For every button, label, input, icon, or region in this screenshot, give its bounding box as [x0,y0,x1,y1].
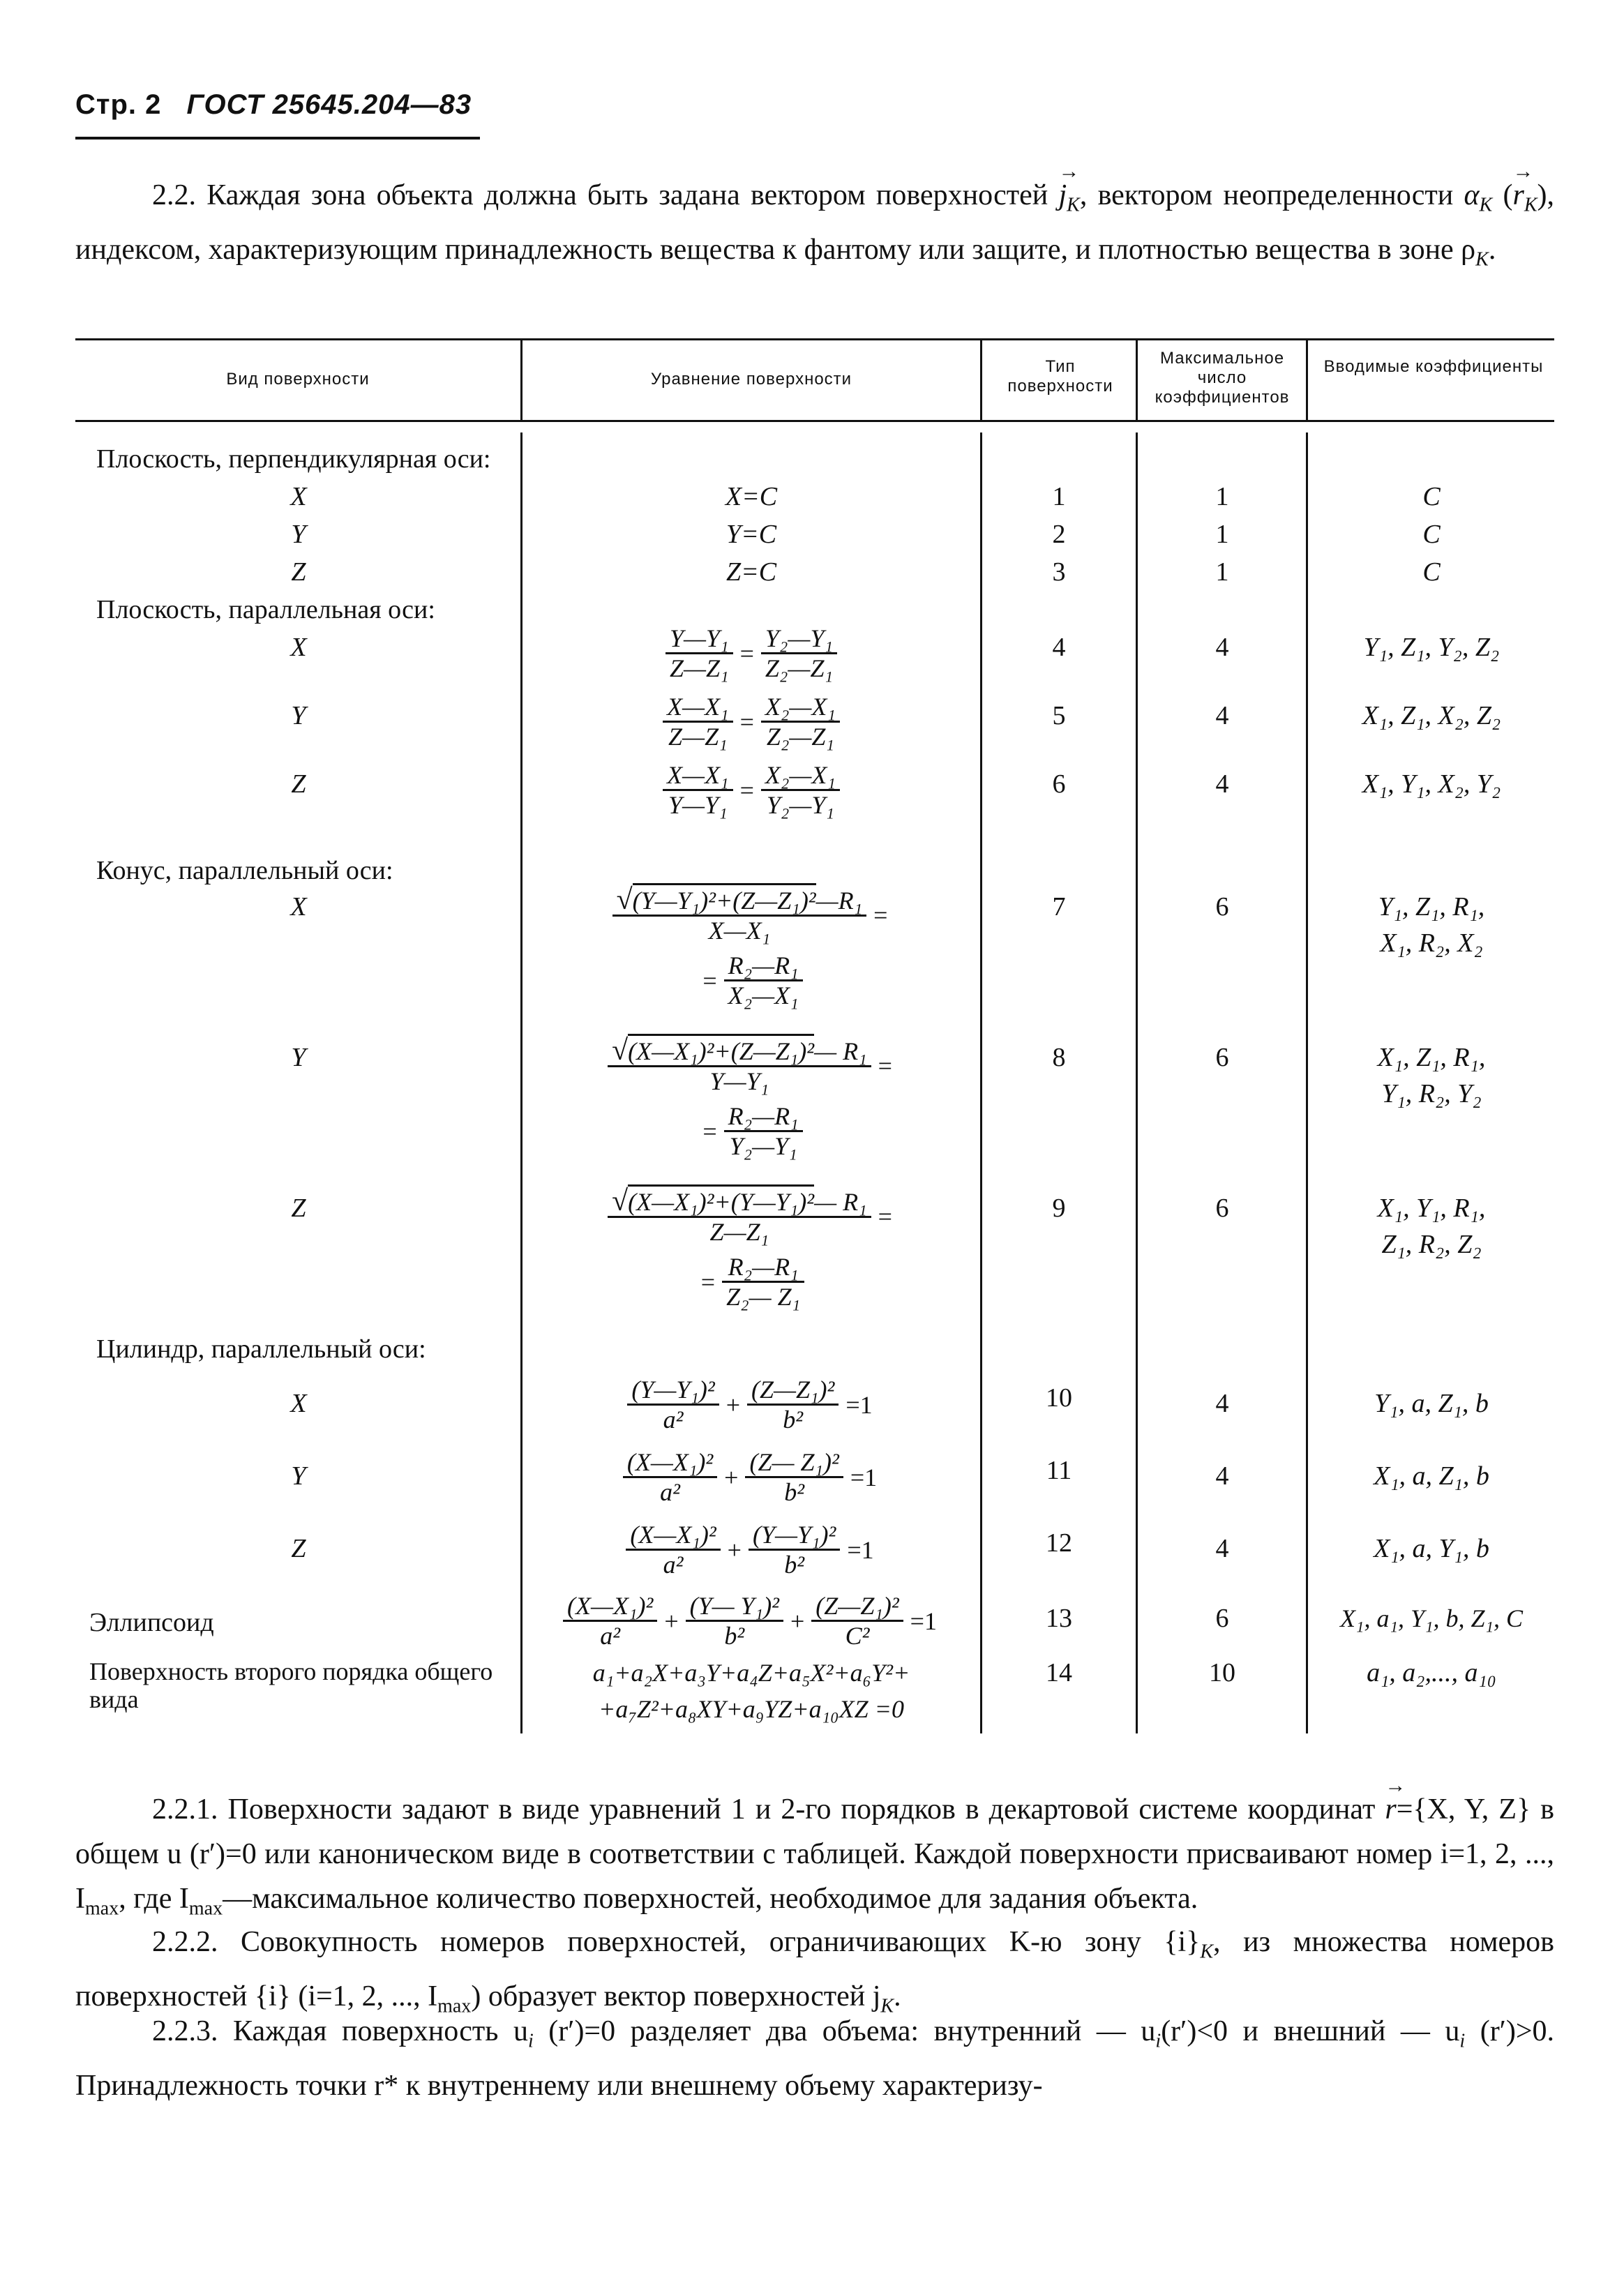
row-axis: Z [291,1534,306,1563]
col-divider [980,338,982,422]
row-max: 10 [1209,1658,1235,1687]
row-max: 6 [1215,1194,1229,1223]
running-header [75,89,472,121]
row-coef: a₁, a₂,..., a₁₀ [1367,1658,1496,1687]
row-coef: X₁, Y₁, R₁, [1377,1194,1486,1223]
paragraph-2-2: 2.2. Каждая зона объекта должна быть задана вектором поверхностей → $j_K$, вектором неопределенности $\alpha_K$ (→ $r_K$), индексом, характеризующим принадлежность вещества к фантому или защите, и плотностью вещества в зоне $\rho_K$. [75,173,1554,283]
row-equation: Z=C [725,557,777,587]
section-cylinder: Цилиндр, параллельный оси: [96,1334,426,1364]
row-type: 8 [1052,1043,1066,1072]
row-coef: Y₁, a, Z₁, b [1374,1389,1489,1418]
row-axis: Y [291,1461,306,1491]
header-rule [75,137,480,140]
row-coef: X₁, Z₁, X₂, Z₂ [1362,701,1501,730]
row-coef-line2: X₁, R₂, X₂ [1380,928,1483,958]
row-equation: $\frac{\text{(Y—Y₁)²}}{\text{a²}}$ + $\frac{\text{(Z—Z₁)²}}{\text{b²}}$ =1 [525,1376,978,1434]
section-plane-parallel: Плоскость, параллельная оси: [96,595,435,624]
row-coef: X₁, a, Z₁, b [1374,1461,1489,1491]
row-coef: X₁, a₁, Y₁, b, Z₁, C [1339,1604,1524,1632]
row-type: 6 [1052,769,1066,799]
row-coef: Y₁, Z₁, Y₂, Z₂ [1363,633,1500,662]
row-label-general: Поверхность второго порядка общего вида [89,1657,493,1713]
row-type: 12 [1046,1528,1072,1558]
row-equation: $\frac{\text{Y—Y₁}}{\text{Z—Z₁}}$ = $\frac{\text{Y₂—Y₁}}{\text{Z₂—Z₁}}$ [525,624,978,682]
row-max: 4 [1215,1389,1229,1418]
section-plane-perpendicular: Плоскость, перпендикулярная оси: [96,444,491,474]
row-equation-line1: a₁+a₂X+a₃Y+a₄Z+a₅X²+a₆Y²+ [592,1659,910,1687]
row-equation: $\frac{\text{√(X—X₁)²+(Y—Y₁)²— R₁}}{\text{Z—Z₁}}$ = = $\frac{\text{R₂—R₁}}{\text{Z₂— Z₁}}$ [525,1187,978,1311]
col-divider [1306,432,1308,1733]
page-number: Стр. 2 [75,89,162,120]
row-equation: $\frac{\text{(X—X₁)²}}{\text{a²}}$ + $\frac{\text{(Y— Y₁)²}}{\text{b²}}$ + $\frac{\text{(Z—Z₁)²}}{\text{C²}}$ =1 [525,1592,978,1650]
paragraph-2-2-1: 2.2.1. Поверхности задают в виде уравнений 1 и 2-го порядков в декартовой системе координат → r={X, Y, Z} в общем u (r′)=0 или каноническом виде в соответствии с таблицей. Каждой поверхности присваивают номер i=1, 2, ..., $I_{max}$, где $I_{max}—максимальное$ количество поверхностей, необходимое для задания объекта. [75,1787,1554,1931]
row-equation-line2: +a₇Z²+a₈XY+a₉YZ+a₁₀XZ =0 [599,1695,904,1723]
row-type: 2 [1052,520,1066,549]
row-max: 1 [1215,557,1229,587]
row-equation: $\frac{\text{√(X—X₁)²+(Z—Z₁)²— R₁}}{\text{Y—Y₁}}$ = = $\frac{\text{R₂—R₁}}{\text{Y₂—Y₁}}$ [525,1037,978,1160]
row-coef-line2: Z₁, R₂, Z₂ [1381,1230,1482,1259]
paragraph-2-2-3: 2.2.3. Каждая поверхность $u_i$ (r′)=0 разделяет два объема: внутренний — $u_i(r')<0$ и внешний — $u_i$ (r′)>0. Принадлежность точки r* к внутреннему или внешнему объему характеризу- [75,2015,1555,2102]
row-type: 9 [1052,1194,1066,1223]
col-header-max-coef: Максимальное число коэффициентов [1155,349,1290,407]
row-coef: X₁, Z₁, R₁, [1377,1043,1486,1072]
col-header-equation: Уравнение поверхности [650,370,852,389]
row-type: 11 [1046,1456,1072,1485]
row-axis: Z [291,1194,306,1223]
row-type: 3 [1052,557,1066,587]
row-equation: $\frac{\text{X—X₁}}{\text{Y—Y₁}}$ = $\frac{\text{X₂—X₁}}{\text{Y₂—Y₁}}$ [525,761,978,819]
row-max: 4 [1215,1534,1229,1563]
row-max: 4 [1215,1461,1229,1491]
row-type: 1 [1052,482,1066,511]
paragraph-2-2-2: 2.2.2. Совокупность номеров поверхностей, ограничивающих K-ю зону $\{i\}_K$, из множества номеров поверхностей {i} (i=1, 2, ..., $I_{max}$) образует вектор поверхностей $j_K$. [75,1926,1554,2017]
col-divider [1136,338,1138,422]
row-type: 13 [1046,1604,1072,1633]
row-coef: C [1422,557,1441,587]
row-equation: $\frac{\text{(X—X₁)²}}{\text{a²}}$ + $\frac{\text{(Z— Z₁)²}}{\text{b²}}$ =1 [525,1448,978,1506]
row-equation: $\frac{\text{(X—X₁)²}}{\text{a²}}$ + $\frac{\text{(Y—Y₁)²}}{\text{b²}}$ =1 [525,1521,978,1579]
row-equation: Y=C [725,520,777,549]
col-divider [520,338,522,422]
row-axis: X [290,633,307,662]
row-coef: X₁, Y₁, X₂, Y₂ [1362,769,1501,799]
row-max: 1 [1215,520,1229,549]
section-cone: Конус, параллельный оси: [96,856,393,885]
row-type: 14 [1046,1658,1072,1687]
table-header-rule [75,420,1554,422]
row-max: 6 [1215,1043,1229,1072]
row-max: 6 [1215,892,1229,921]
row-axis: Y [291,1043,306,1072]
row-equation: $\frac{\text{X—X₁}}{\text{Z—Z₁}}$ = $\frac{\text{X₂—X₁}}{\text{Z₂—Z₁}}$ [525,693,978,751]
col-divider [1136,432,1138,1733]
row-max: 1 [1215,482,1229,511]
row-coef: C [1422,482,1441,511]
row-max: 4 [1215,769,1229,799]
row-axis: X [290,482,307,511]
col-header-coefficients: Вводимые коэффициенты [1323,357,1544,376]
col-header-type-no: Тип поверхности [1007,357,1113,396]
row-max: 6 [1215,1604,1229,1633]
row-axis: Z [291,557,306,587]
row-max: 4 [1215,633,1229,662]
col-header-surface-type: Вид поверхности [226,370,370,389]
row-coef: X₁, a, Y₁, b [1374,1534,1489,1563]
row-type: 4 [1052,633,1066,662]
row-type: 7 [1052,892,1066,921]
row-axis: Z [291,769,306,799]
row-equation: X=C [725,482,778,511]
col-divider [1306,338,1308,422]
row-type: 10 [1046,1383,1072,1413]
row-axis: X [290,1389,307,1418]
standard-number: ГОСТ 25645.204—83 [186,89,472,120]
row-coef: C [1422,520,1441,549]
row-axis: Y [291,701,306,730]
row-type: 5 [1052,701,1066,730]
row-axis: X [290,892,307,921]
table-top-rule [75,338,1554,340]
row-coef-line2: Y₁, R₂, Y₂ [1381,1079,1482,1108]
row-coef: Y₁, Z₁, R₁, [1378,892,1485,921]
row-equation: $\frac{\text{√(Y—Y₁)²+(Z—Z₁)²—R₁}}{\text{X—X₁}}$ = = $\frac{\text{R₂—R₁}}{\text{X₂—X₁}}$ [525,886,978,1009]
row-axis: Y [291,520,306,549]
row-label-ellipsoid: Эллипсоид [89,1608,214,1637]
row-max: 4 [1215,701,1229,730]
